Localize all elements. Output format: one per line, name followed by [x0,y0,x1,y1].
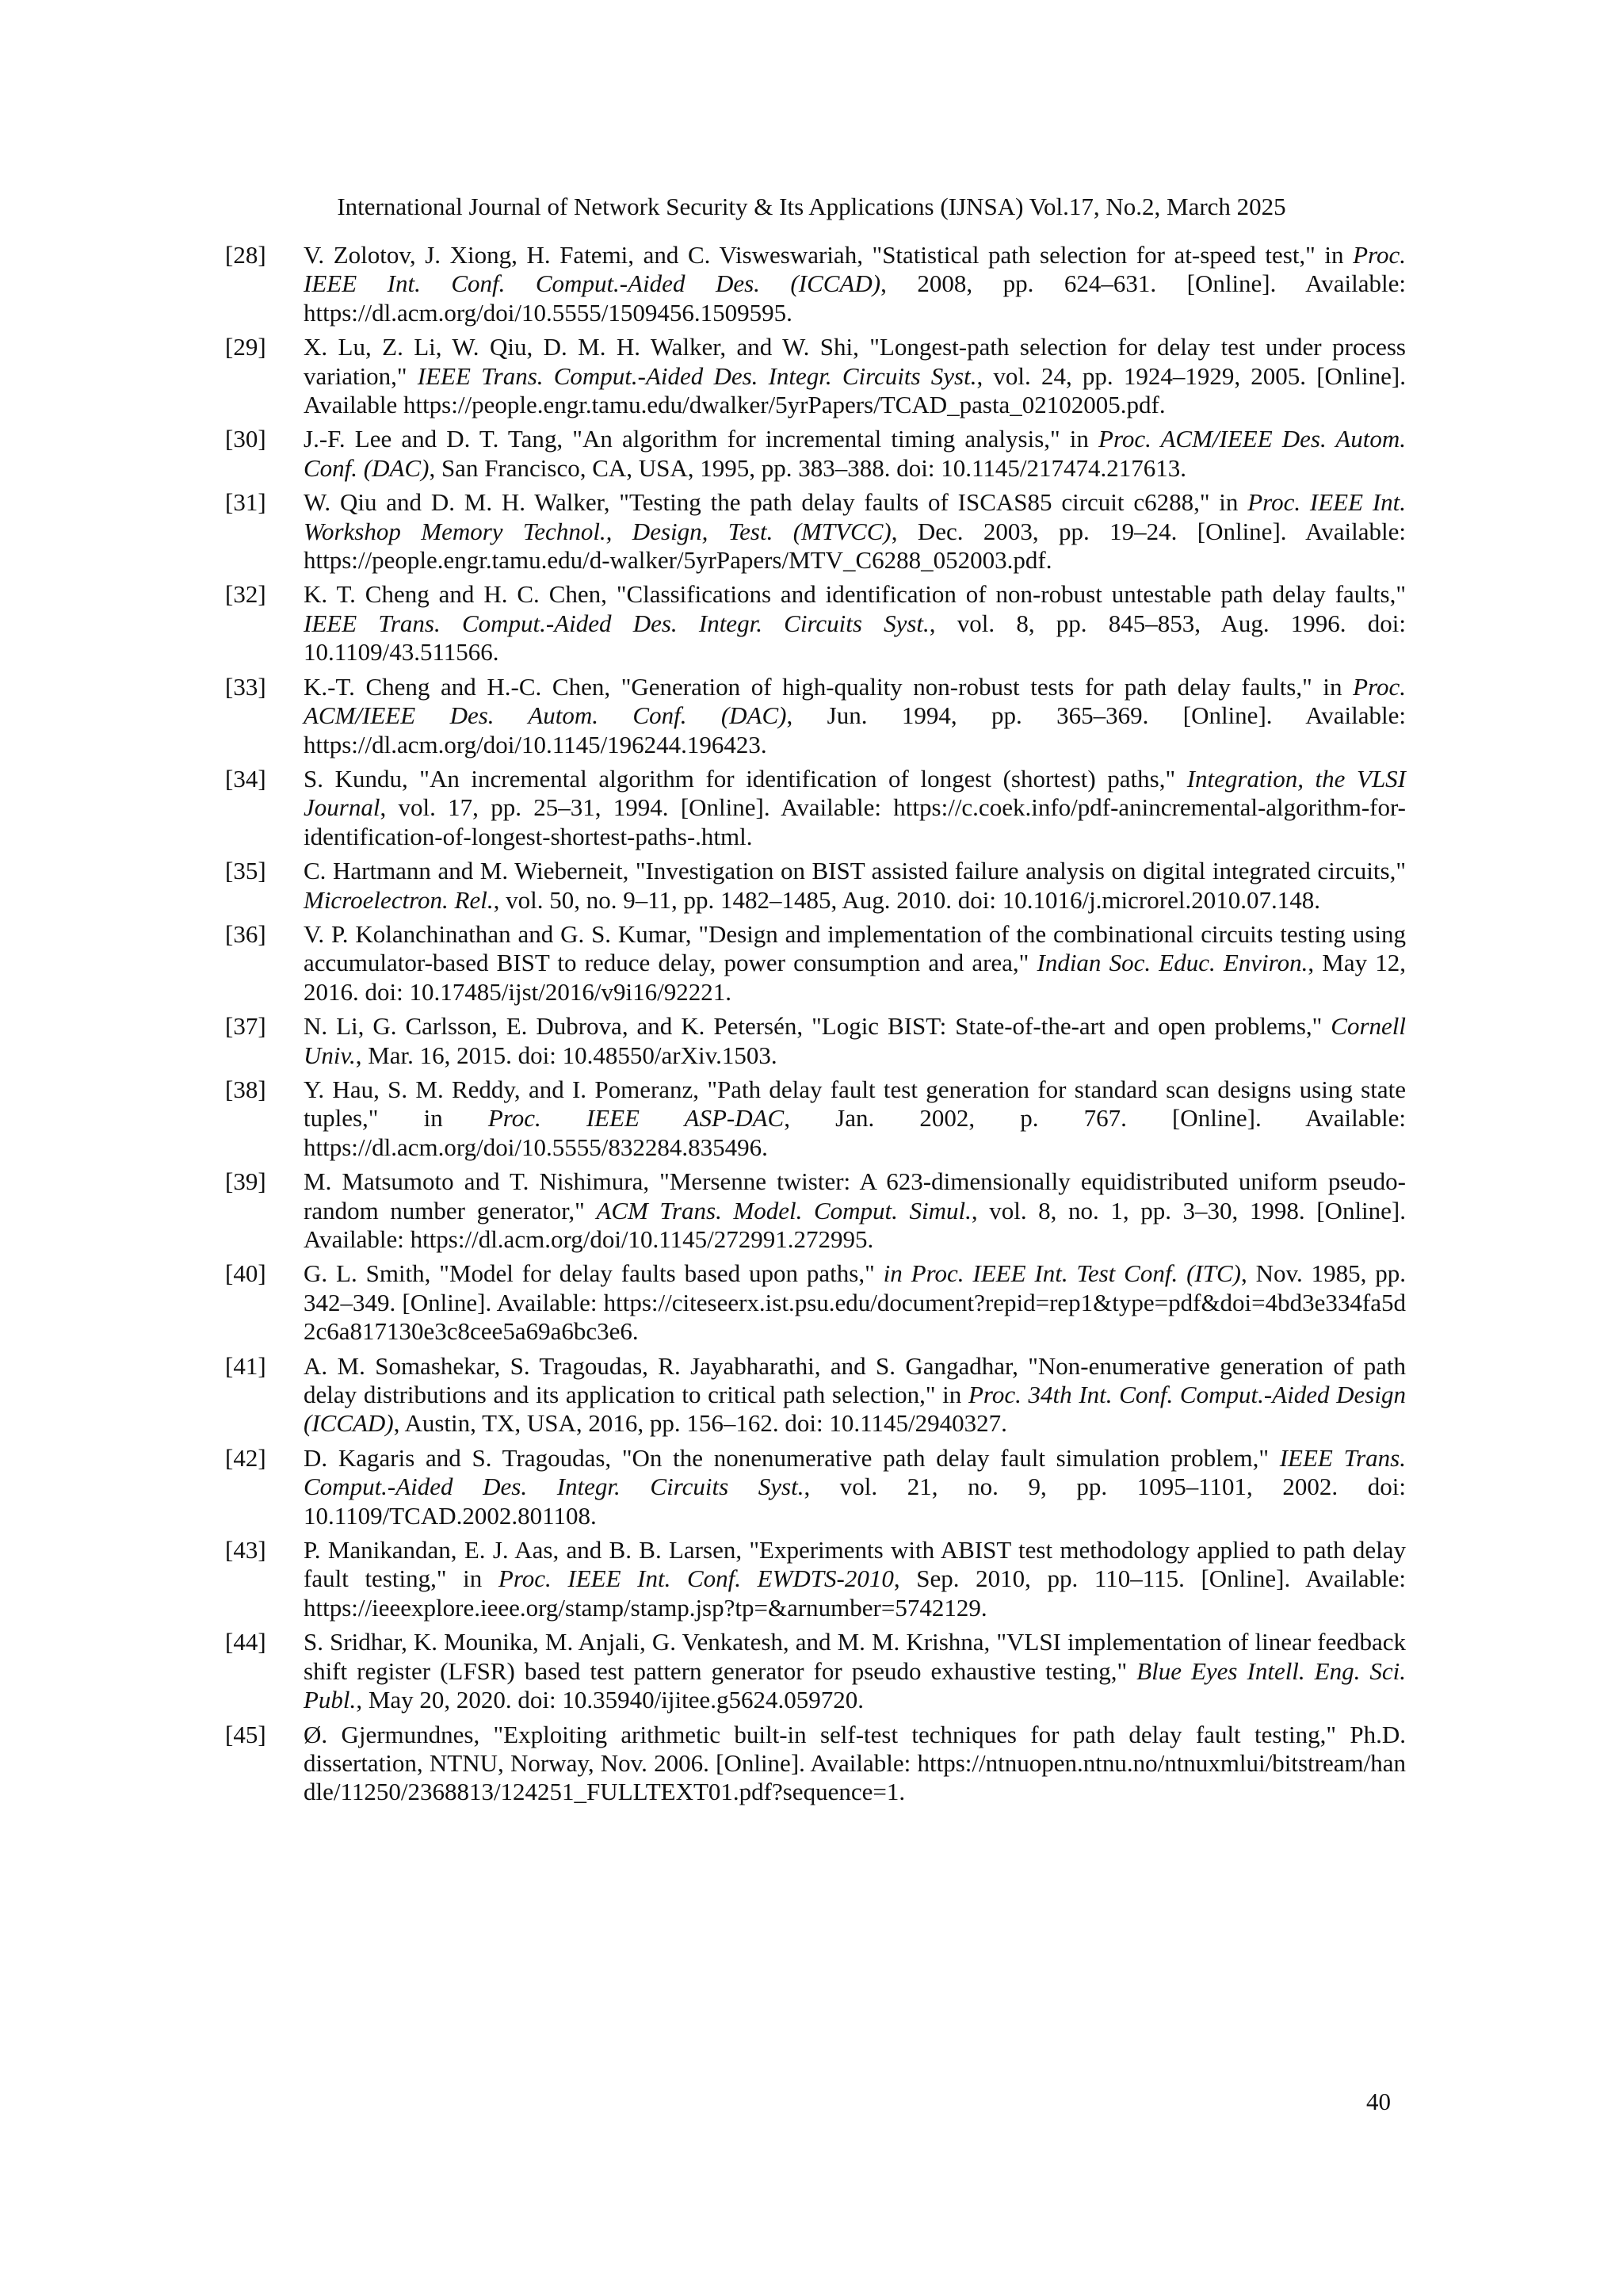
reference-segment: , vol. 8, pp. 845–853, Aug. 1996. doi: 10.1109/43.511566. [304,609,1406,667]
reference-venue: Proc. IEEE ASP-DAC [487,1104,785,1133]
reference-text [304,425,1406,483]
reference-segment: C. Hartmann and M. Wieberneit, "Investigation on BIST assisted failure analysis on digital integrated circuits," [304,857,1406,885]
reference-item [225,1444,1406,1530]
reference-venue: Proc. ACM/IEEE Des. Autom. Conf. (DAC) [304,672,1406,730]
reference-segment: , 2008, pp. 624–631. [Online]. Available: https://dl.acm.org/doi/10.5555/1509456.1509595. [304,269,1406,327]
reference-item [225,673,1406,759]
reference-text [304,1352,1406,1438]
reference-text [304,920,1406,1007]
reference-url: https://people.engr.tamu.edu/dwalker/5yrPapers/TCAD_pasta_02102005.pdf. [403,391,1166,419]
reference-url: https://ntnuopen.ntnu.no/ntnuxmlui/bitstream/handle/11250/2368813/124251_FULLTEXT01.pdf?sequence=1. [304,1748,1406,1806]
reference-number: [44] [225,1628,266,1656]
reference-segment: M. Matsumoto and T. Nishimura, "Mersenne twister: A 623-dimensionally equidistributed uniform pseudo-random number generator," [304,1167,1406,1224]
reference-segment: N. Li, G. Carlsson, E. Dubrova, and K. Petersén, "Logic BIST: State-of-the-art and open problems," [304,1012,1331,1041]
reference-segment: W. Qiu and D. M. H. Walker, "Testing the path delay faults of ISCAS85 circuit c6288," in [304,488,1248,517]
reference-venue: Proc. 34th Int. Conf. Comput.-Aided Design (ICCAD) [304,1381,1406,1438]
reference-venue: IEEE Trans. Comput.-Aided Des. Integr. Circuits Syst. [304,1443,1406,1501]
reference-venue: Indian Soc. Educ. Environ. [1037,949,1308,977]
reference-segment: , vol. 50, no. 9–11, pp. 1482–1485, Aug. 2010. doi: 10.1016/j.microrel.2010.07.148. [493,885,1320,914]
reference-venue: in Proc. IEEE Int. Test Conf. (ITC) [883,1259,1241,1288]
reference-number: [33] [225,672,266,701]
reference-segment: G. L. Smith, "Model for delay faults based upon paths," [304,1259,884,1288]
reference-segment: , vol. 8, no. 1, pp. 3–30, 1998. [Online]. Available: https://dl.acm.org/doi/10.1145/272991.272995. [304,1196,1406,1253]
reference-text [304,1628,1406,1714]
reference-number: [28] [225,241,266,269]
reference-text [304,673,1406,759]
reference-number: [36] [225,919,266,948]
reference-text [304,488,1406,575]
reference-segment: S. Kundu, "An incremental algorithm for identification of longest (shortest) paths," [304,764,1187,793]
reference-venue: ACM Trans. Model. Comput. Simul. [596,1196,972,1224]
reference-venue: Integration, the VLSI Journal [304,764,1407,822]
reference-text [304,333,1406,419]
reference-text [304,1444,1406,1530]
reference-segment: , May 20, 2020. doi: 10.35940/ijitee.g5624.059720. [356,1686,864,1714]
page-number: 40 [1366,2088,1391,2115]
reference-item [225,333,1406,419]
reference-segment: V. P. Kolanchinathan and G. S. Kumar, "Design and implementation of the combinational circuits testing using accumulator-based BIST to reduce delay, power consumption and area," [304,919,1406,977]
reference-segment: A. M. Somashekar, S. Tragoudas, R. Jayabharathi, and S. Gangadhar, "Non-enumerative generation of path delay distributions and its application to critical path selection," in [304,1351,1406,1409]
reference-item [225,1536,1406,1622]
reference-text [304,765,1406,851]
reference-segment: D. Kagaris and S. Tragoudas, "On the nonenumerative path delay fault simulation problem," [304,1443,1280,1472]
reference-item [225,1352,1406,1438]
reference-segment: Y. Hau, S. M. Reddy, and I. Pomeranz, "Path delay fault test generation for standard scan designs using state tuples," in [304,1075,1406,1133]
reference-item [225,1012,1406,1070]
reference-text [304,1075,1406,1162]
reference-segment: X. Lu, Z. Li, W. Qiu, D. M. H. Walker, and W. Shi, "Longest-path selection for delay test under process variation," [304,333,1406,390]
reference-segment: , Mar. 16, 2015. doi: 10.48550/arXiv.1503. [355,1041,777,1069]
reference-number: [42] [225,1443,266,1472]
reference-segment: , San Francisco, CA, USA, 1995, pp. 383–388. doi: 10.1145/217474.217613. [429,453,1186,482]
reference-item [225,580,1406,667]
reference-text [304,1259,1406,1346]
reference-segment: , May 12, 2016. doi: 10.17485/ijst/2016/v9i16/92221. [304,949,1406,1006]
reference-number: [38] [225,1075,266,1103]
reference-segment: , vol. 17, pp. 25–31, 1994. [Online]. Available: https://c.coek.info/pdf-anincremental-algorithm-for-identification-of-longest-shortest-paths-.html. [304,793,1406,850]
reference-number: [34] [225,764,266,793]
running-header: International Journal of Network Security & Its Applications (IJNSA) Vol.17, No.2, March 2025 [337,193,1286,220]
reference-segment: S. Sridhar, K. Mounika, M. Anjali, G. Venkatesh, and M. M. Krishna, "VLSI implementation of linear feedback shift register (LFSR) based test pattern generator for pseudo exhaustive testing," [304,1628,1406,1685]
reference-text [304,1012,1406,1070]
reference-segment: V. Zolotov, J. Xiong, H. Fatemi, and C. Visweswariah, "Statistical path selection for at-speed test," in [304,241,1354,269]
reference-text [304,1536,1406,1622]
reference-segment: K. T. Cheng and H. C. Chen, "Classifications and identification of non-robust untestable path delay faults," [304,580,1406,609]
reference-url: https://citeseerx.ist.psu.edu/document?repid=rep1&type=pdf&doi=4bd3e334fa5d2c6a817130e3c8cee5a69a6bc3e6. [304,1288,1406,1346]
reference-number: [40] [225,1259,266,1288]
reference-segment: , Jan. 2002, p. 767. [Online]. Available: https://dl.acm.org/doi/10.5555/832284.835496. [304,1104,1406,1161]
reference-number: [43] [225,1536,266,1564]
reference-item [225,1075,1406,1162]
reference-item [225,241,1406,327]
reference-segment: , Nov. 1985, pp. 342–349. [Online]. Available: [304,1259,1407,1316]
reference-list [225,241,1406,1813]
reference-item [225,920,1406,1007]
reference-number: [31] [225,488,266,517]
reference-venue: Proc. ACM/IEEE Des. Autom. Conf. (DAC) [304,425,1406,482]
reference-number: [39] [225,1167,266,1196]
reference-venue: Proc. IEEE Int. Conf. EWDTS-2010 [498,1564,894,1593]
reference-segment: , Jun. 1994, pp. 365–369. [Online]. Available: https://dl.acm.org/doi/10.1145/196244.196423. [304,701,1407,758]
reference-item [225,488,1406,575]
reference-segment: J.-F. Lee and D. T. Tang, "An algorithm for incremental timing analysis," in [304,425,1099,453]
reference-segment: , Sep. 2010, pp. 110–115. [Online]. Available: https://ieeexplore.ieee.org/stamp/stamp.jsp?tp=&arnumber=5742129. [304,1564,1406,1622]
reference-venue: Proc. IEEE Int. Workshop Memory Technol., Design, Test. (MTVCC) [304,488,1407,545]
reference-venue: Microelectron. Rel. [304,885,494,914]
reference-item [225,765,1406,851]
reference-item [225,1259,1406,1346]
reference-venue: Proc. IEEE Int. Conf. Comput.-Aided Des. (ICCAD) [304,241,1406,298]
reference-number: [30] [225,425,266,453]
reference-item [225,1628,1406,1714]
reference-number: [35] [225,857,266,885]
reference-item [225,1167,1406,1254]
reference-text [304,857,1406,915]
reference-number: [41] [225,1351,266,1380]
reference-segment: , vol. 24, pp. 1924–1929, 2005. [Online]. Available [304,361,1406,419]
reference-item [225,857,1406,915]
reference-segment: K.-T. Cheng and H.-C. Chen, "Generation of high-quality non-robust tests for path delay faults," in [304,672,1354,701]
reference-item [225,425,1406,483]
reference-number: [45] [225,1720,266,1748]
reference-number: [29] [225,333,266,361]
reference-text [304,241,1406,327]
reference-venue: Blue Eyes Intell. Eng. Sci. Publ. [304,1656,1406,1714]
reference-venue: Cornell Univ. [304,1012,1406,1069]
reference-number: [32] [225,580,266,609]
reference-segment: , Austin, TX, USA, 2016, pp. 156–162. doi: 10.1145/2940327. [393,1409,1007,1438]
reference-text [304,1721,1406,1807]
reference-venue: IEEE Trans. Comput.-Aided Des. Integr. Circuits Syst. [417,361,977,390]
reference-segment: , Dec. 2003, pp. 19–24. [Online]. Available: https://people.engr.tamu.edu/d-walker/5yrPapers/MTV_C6288_052003.pdf. [304,517,1406,575]
reference-item [225,1721,1406,1807]
reference-venue: IEEE Trans. Comput.-Aided Des. Integr. Circuits Syst. [304,609,930,637]
reference-segment: P. Manikandan, E. J. Aas, and B. B. Larsen, "Experiments with ABIST test methodology applied to path delay fault testing," in [304,1536,1406,1593]
reference-text [304,1167,1406,1254]
reference-segment: , vol. 21, no. 9, pp. 1095–1101, 2002. doi: 10.1109/TCAD.2002.801108. [304,1473,1406,1530]
reference-number: [37] [225,1012,266,1041]
reference-segment: Ø. Gjermundnes, "Exploiting arithmetic built-in self-test techniques for path delay fault testing," Ph.D. dissertation, NTNU, Norway, Nov. 2006. [Online]. Available: [304,1720,1406,1777]
reference-text [304,580,1406,667]
